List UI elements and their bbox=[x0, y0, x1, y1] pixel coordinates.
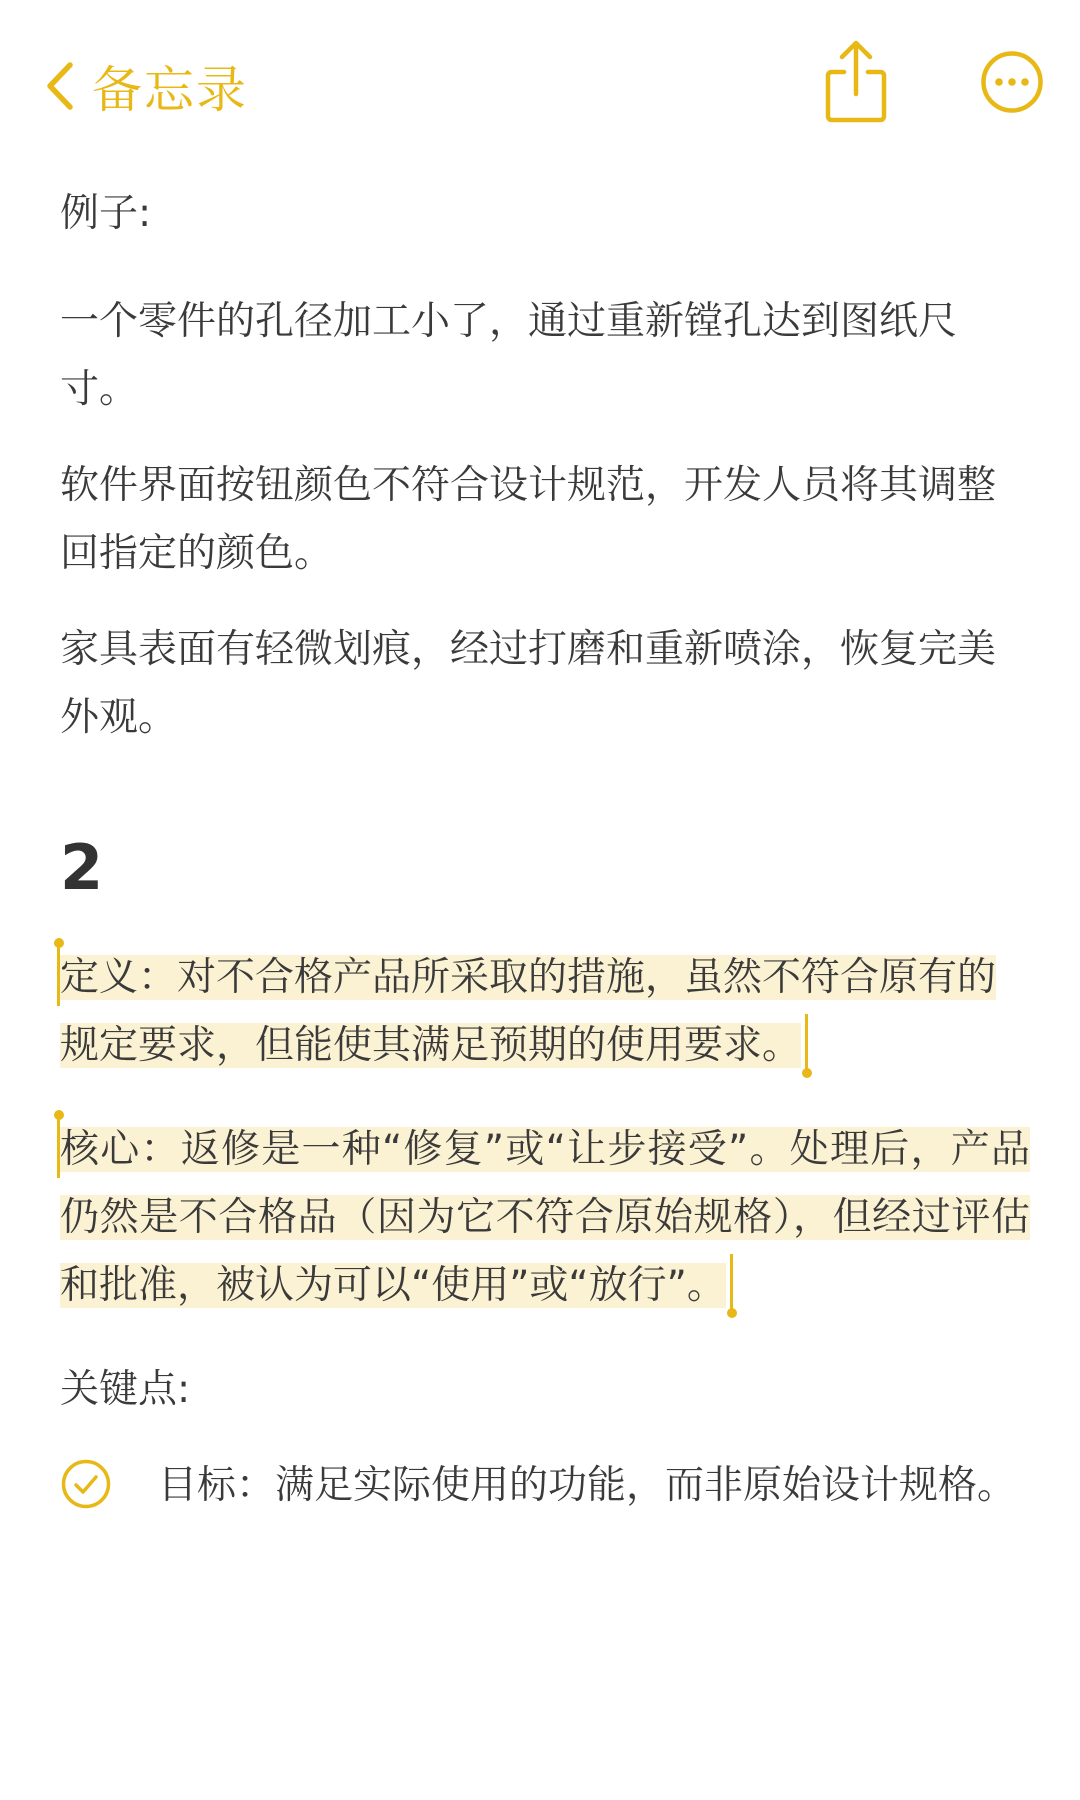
section-heading: 2 bbox=[60, 831, 104, 904]
back-label: 备忘录 bbox=[92, 61, 248, 119]
back-button[interactable] bbox=[44, 46, 248, 126]
example-label: 例子: bbox=[60, 191, 152, 236]
navigation-bar bbox=[0, 0, 1080, 170]
more-options-button[interactable] bbox=[980, 50, 1044, 114]
chevron-left-icon bbox=[44, 61, 74, 111]
checklist-item bbox=[60, 1452, 1030, 1520]
selected-text-block bbox=[60, 944, 1030, 1080]
checkbox-unchecked-icon[interactable] bbox=[60, 1458, 112, 1510]
note-body[interactable] bbox=[60, 180, 1030, 1520]
example-paragraph-1: 一个零件的孔径加工小了，通过重新镗孔达到图纸尺寸。 bbox=[60, 299, 958, 412]
selected-text-block-core bbox=[60, 1116, 1030, 1320]
definition-paragraph: 定义：对不合格产品所采取的措施，虽然不符合原有的规定要求，但能使其满足预期的使用要求。 bbox=[60, 955, 997, 1068]
core-paragraph: 核心：返修是一种“修复”或“让步接受”。处理后，产品仍然是不合格品（因为它不符合原始规格），但经过评估和批准，被认为可以“使用”或“放行”。 bbox=[60, 1127, 1030, 1308]
share-button[interactable] bbox=[820, 38, 892, 124]
share-icon bbox=[820, 38, 892, 124]
example-paragraph-2: 软件界面按钮颜色不符合设计规范，开发人员将其调整回指定的颜色。 bbox=[60, 463, 997, 576]
more-icon bbox=[980, 50, 1044, 114]
key-points-label: 关键点: bbox=[60, 1367, 191, 1412]
example-paragraph-3: 家具表面有轻微划痕，经过打磨和重新喷涂，恢复完美外观。 bbox=[60, 627, 997, 740]
selection-end-handle[interactable] bbox=[805, 1014, 808, 1070]
checklist-item-text: 目标：满足实际使用的功能，而非原始设计规格。 bbox=[158, 1463, 1017, 1508]
selection-end-handle-core[interactable] bbox=[730, 1254, 733, 1310]
